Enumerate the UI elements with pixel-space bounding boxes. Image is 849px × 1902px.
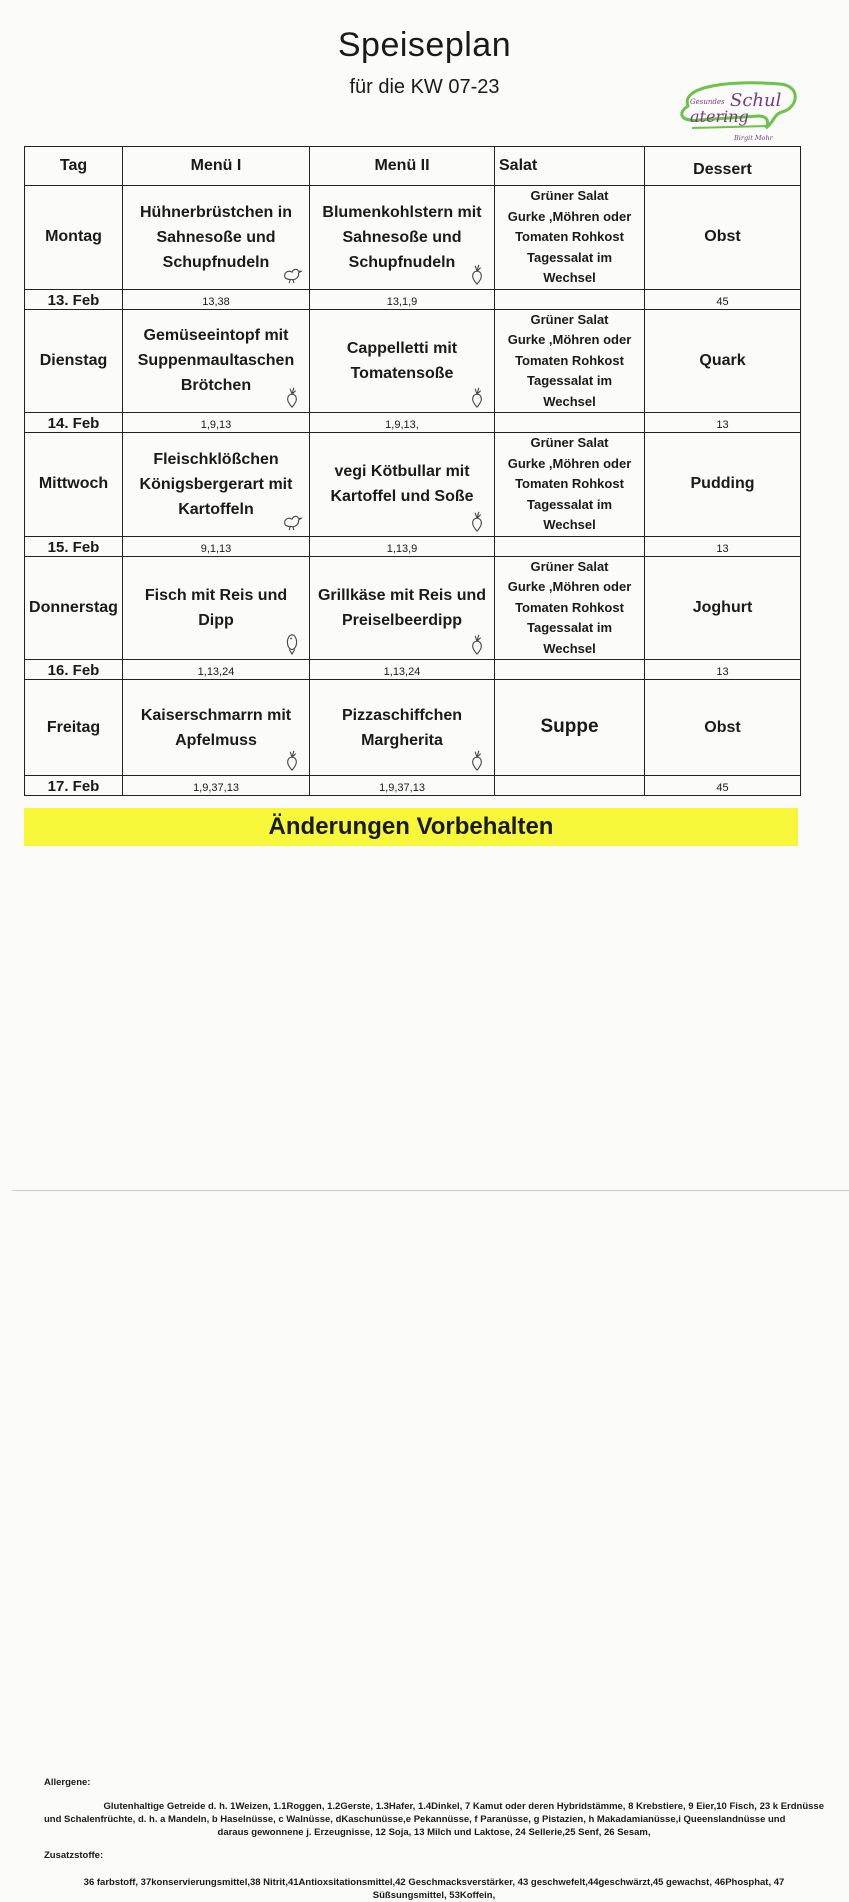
salad-line: Tomaten Rohkost	[515, 229, 624, 244]
additives-line: Süßsungsmittel, 53Koffein,	[372, 1890, 496, 1901]
menu2-text: Blumenkohlstern mit Sahnesoße und Schupfnudeln	[322, 203, 482, 271]
salad-line: Wechsel	[543, 640, 596, 656]
vegetable-icon	[466, 633, 488, 657]
day-name: Freitag	[25, 680, 123, 776]
salad-line: Gurke ,Möhren oder	[507, 455, 632, 471]
fish-icon	[281, 633, 303, 657]
table-row	[25, 433, 801, 537]
header-day: Tag	[25, 147, 123, 186]
menu1-allergen-codes: 1,13,24	[123, 660, 310, 680]
day-name: Dienstag	[25, 309, 123, 413]
dessert-cell: Quark	[645, 309, 801, 413]
menu1-dish	[123, 186, 310, 290]
vegetable-icon	[466, 510, 488, 534]
menu2-dish	[310, 309, 495, 413]
menu1-text: Fleischklößchen Königsbergerart mit Kartoffeln	[139, 450, 293, 518]
day-name: Mittwoch	[25, 433, 123, 537]
day-date: 14. Feb	[25, 413, 123, 433]
header-menu1: Menü I	[123, 147, 310, 186]
salad-cell	[495, 556, 645, 660]
day-date: 17. Feb	[25, 776, 123, 796]
salad-line: Gurke ,Möhren oder	[507, 332, 632, 347]
menu2-dish	[310, 680, 495, 776]
menu2-allergen-codes: 1,9,37,13	[310, 776, 495, 796]
salad-allergen-codes	[495, 660, 645, 680]
day-name: Montag	[25, 186, 123, 290]
dessert-cell: Joghurt	[645, 556, 801, 660]
codes-row	[25, 413, 801, 433]
vegetable-icon	[281, 749, 303, 773]
day-name: Donnerstag	[25, 556, 123, 660]
salad-cell	[495, 309, 645, 413]
menu1-dish	[123, 433, 310, 537]
salad-cell	[495, 433, 645, 537]
allergens-heading: Allergene:	[44, 1777, 91, 1788]
menu1-allergen-codes: 13,38	[123, 289, 310, 309]
salad-line: Wechsel	[543, 517, 596, 532]
menu2-dish	[310, 186, 495, 290]
vegetable-icon	[281, 386, 303, 410]
salad-line: Grüner Salat	[530, 558, 609, 574]
codes-row	[25, 776, 801, 796]
salad-allergen-codes	[495, 413, 645, 433]
additives-line: 36 farbstoff, 37konservierungsmittel,38 Nitrit,41Antioxsitationsmittel,42 Geschmacksverstärker, 43 geschwefelt,44geschwärzt,45 gewachst, 46Phosphat, 47	[83, 1877, 785, 1888]
codes-row	[25, 289, 801, 309]
salad-line: Tagessalat im	[526, 620, 613, 635]
vegetable-icon	[466, 749, 488, 773]
menu2-allergen-codes: 1,13,24	[310, 660, 495, 680]
table-row	[25, 680, 801, 776]
day-date: 16. Feb	[25, 660, 123, 680]
catering-logo	[670, 78, 800, 152]
allergens-line: daraus gewonnene j. Erzeugnisse, 12 Soja, 13 Milch und Laktose, 24 Sellerie,25 Senf, 26 Sesam,	[217, 1827, 651, 1838]
menu1-text: Gemüseeintopf mit Suppenmaultaschen Brötchen	[137, 327, 295, 395]
menu2-allergen-codes: 1,9,13,	[310, 413, 495, 433]
menu1-dish	[123, 556, 310, 660]
header-menu2: Menü II	[310, 147, 495, 186]
salad-cell	[495, 680, 645, 776]
dessert-allergen-codes: 13	[645, 660, 801, 680]
dessert-cell: Pudding	[645, 433, 801, 537]
dessert-allergen-codes: 45	[645, 289, 801, 309]
dessert-cell: Obst	[645, 186, 801, 290]
menu2-text: Cappelletti mit Tomatensoße	[346, 339, 458, 382]
salad-allergen-codes	[495, 776, 645, 796]
menu2-dish	[310, 556, 495, 660]
salad-line: Wechsel	[543, 393, 596, 409]
header-salad: Salat	[495, 147, 645, 186]
salad-line: Tomaten Rohkost	[515, 599, 624, 615]
header-dessert: Dessert	[645, 147, 801, 186]
salad-line: Tagessalat im	[526, 373, 613, 388]
day-date: 13. Feb	[25, 289, 123, 309]
salad-allergen-codes	[495, 536, 645, 556]
changes-reserved-banner: Änderungen Vorbehalten	[24, 808, 798, 846]
page-title: Speiseplan	[337, 26, 512, 64]
salad-line: Grüner Salat	[530, 311, 609, 327]
dessert-allergen-codes: 45	[645, 776, 801, 796]
chicken-icon	[281, 510, 303, 534]
menu2-text: vegi Kötbullar mit Kartoffel und Soße	[330, 463, 474, 506]
menu2-text: Pizzaschiffchen Margherita	[341, 706, 463, 749]
codes-row	[25, 660, 801, 680]
salad-line: Tomaten Rohkost	[515, 476, 624, 491]
logo-owner: Birgit Mohr	[734, 134, 773, 142]
menu2-allergen-codes: 13,1,9	[310, 289, 495, 309]
allergens-line: und Schalenfrüchte, d. h. a Mandeln, b Haselnüsse, c Walnüsse, dKaschunüsse,e Pekannüsse, f Paranüsse, g Pistazien, h Makadamianüsse,i Queenslandnüsse und	[44, 1814, 786, 1825]
menu2-allergen-codes: 1,13,9	[310, 536, 495, 556]
page-subtitle: für die KW 07-23	[349, 76, 500, 98]
vegetable-icon	[466, 263, 488, 287]
salad-line: Tagessalat im	[526, 496, 613, 512]
salad-allergen-codes	[495, 289, 645, 309]
salad-line: Gurke ,Möhren oder	[507, 208, 632, 224]
table-row	[25, 556, 801, 660]
vegetable-icon	[466, 386, 488, 410]
salad-line: Suppe	[540, 716, 599, 738]
menu1-dish	[123, 309, 310, 413]
salad-line: Grüner Salat	[530, 188, 609, 203]
menu1-allergen-codes: 9,1,13	[123, 536, 310, 556]
table-header-row	[25, 147, 801, 186]
salad-line: Gurke ,Möhren oder	[507, 579, 632, 594]
menu-table	[24, 146, 801, 796]
salad-line: Tagessalat im	[526, 249, 613, 265]
dessert-allergen-codes: 13	[645, 413, 801, 433]
allergens-line: Glutenhaltige Getreide d. h. 1Weizen, 1.1Roggen, 1.2Gerste, 1.3Hafer, 1.4Dinkel, 7 Kamut oder deren Hybridstämme, 8 Krebstiere, 9 Eier,10 Fisch, 23 k Erdnüsse	[103, 1801, 824, 1812]
bottom-border	[12, 1190, 849, 1191]
menu1-allergen-codes: 1,9,13	[123, 413, 310, 433]
logo-brand-1: Schul	[730, 90, 782, 111]
menu1-dish	[123, 680, 310, 776]
logo-top-text: Gesundes	[690, 98, 725, 106]
dessert-cell: Obst	[645, 680, 801, 776]
chicken-icon	[281, 263, 303, 287]
dessert-allergen-codes: 13	[645, 536, 801, 556]
table-row	[25, 309, 801, 413]
menu2-text: Grillkäse mit Reis und Preiselbeerdipp	[317, 586, 487, 629]
salad-cell	[495, 186, 645, 290]
salad-line: Wechsel	[543, 270, 596, 285]
logo-brand-2: atering	[690, 107, 749, 126]
salad-line: Grüner Salat	[530, 435, 609, 450]
day-date: 15. Feb	[25, 536, 123, 556]
codes-row	[25, 536, 801, 556]
additives-heading: Zusatzstoffe:	[44, 1850, 104, 1861]
menu1-text: Kaiserschmarrn mit Apfelmuss	[140, 706, 292, 749]
menu1-text: Hühnerbrüstchen in Sahnesoße und Schupfnudeln	[139, 203, 292, 271]
salad-line: Tomaten Rohkost	[515, 352, 624, 368]
menu1-text: Fisch mit Reis und Dipp	[144, 586, 288, 629]
menu1-allergen-codes: 1,9,37,13	[123, 776, 310, 796]
table-row	[25, 186, 801, 290]
menu2-dish	[310, 433, 495, 537]
